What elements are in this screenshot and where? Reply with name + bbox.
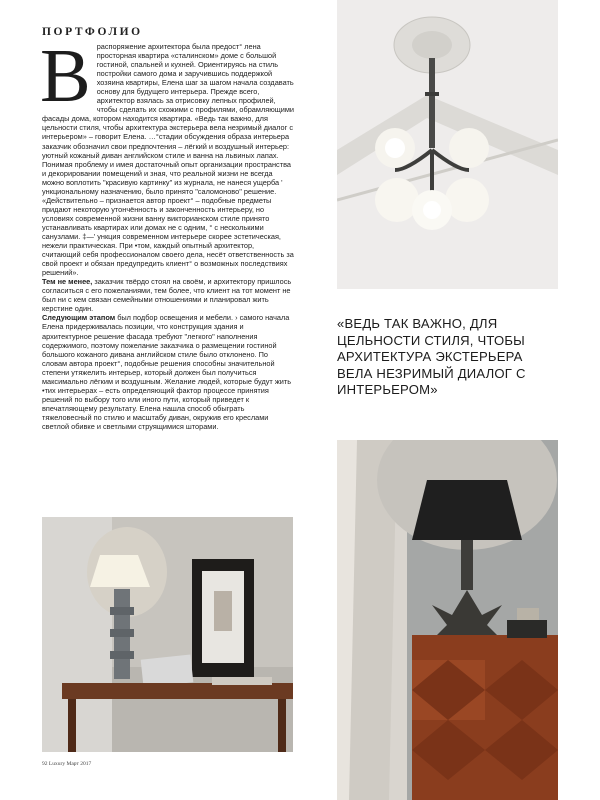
article-paragraph-3 [42, 313, 294, 431]
pull-quote: «ВЕДЬ ТАК ВАЖНО, ДЛЯ ЦЕЛЬНОСТИ СТИЛЯ, ЧТОБЫ АРХИТЕКТУРА ЭКСТЕРЬЕРА ВЕЛА НЕЗРИМЫЙ ДИАЛОГ С ИНТЕРЬЕРОМ» [337, 316, 526, 398]
drop-cap: В [40, 34, 91, 118]
photo-desk [42, 517, 293, 752]
paragraph-3-lead: Следующим этапом [42, 313, 116, 323]
photo-lamp-dresser [337, 440, 558, 800]
article-paragraph-1: распоряжение архитектора была предост° лена просторная квартира «сталинском» доме с большой гостиной, спальней и кухней. Ориентируясь на стиль постройки самого дома и заручившись поддержкой хозяина квартиры, Елена шаг за шагом начала создавать основу для будущего интерьера. Прежде всего, архитектор взялась за отрисовку лепных профилей, чтобы сделать их схожими с профилями, обрамляющими фасады дома, котором находится квартира. «Ведь так важно, для цельности стиля, чтобы архитектура экстерьера вела незримый диалог с интерьером» – говорит Елена. …°стадии обсуждения образа интерьера заказчик обозначил свои предпочтения – лёгкий и воздушный интерьер: уютный кожаный диван английском стиле и ванна на львиных лапах. Понимая проблему и имея достаточный опыт организации пространства и декорировании помещений и зная, что реальной жизни не всегда можно воплотить "красивую картинку" из журнала, не нанеся ущерба ' ункциональному назначению, было принято "саломоново" решение. «Действительно – признается автор проект° – подобные предметы придают некоторую утончённость и законченность интерьеру, но условиях современной жизни ванну викторианском стиле принято устанавливать квартирах или домах не с одним, ° с несколькими санузлами. ‡—' ункция современном интерьере скорее эстетическая, нежели практическая. При •том, каждый опытный архитектор, считающий себя профессионалом своего дела, несёт ответственность за свой проект и обязан предупредить клиент° о возможных последствиях решений». [42, 42, 295, 278]
section-label: ПОРТФОЛИО [42, 26, 143, 38]
page-footer: 92 Luxury Март 2017 [42, 761, 92, 767]
photo-chandelier [337, 0, 558, 289]
article-paragraph-2 [42, 277, 294, 313]
paragraph-3-text: был подбор освещения и мебели. › самого начала Елена придерживалась позиции, что конструкция здания и архитектурное решение фасада требуют "легкого" наполнения содержимого, поэтому пожелание заказчика о размещении гостиной большого кожаного дивана английском стиле было отклонено. По словам автора проект°, подобные решения способны значительной степени утяжелить интерьер, который должен был получиться максимально лёгким и воздушным. Желание людей, которые будут жить •тих интерьерах – есть определяющий фактор процессе принятия решений по выбору того или иного пути, который приведет к впечатляющему результату. Елена нашла способ обыграть тяжеловесный по стилю и масштабу диван, окружив его креслами светлой обивке и светлыми струящимися шторами. [42, 313, 292, 431]
paragraph-2-lead: Тем не менее, [42, 277, 93, 287]
article-body [40, 34, 295, 431]
paragraph-2-text: заказчик твёрдо стоял на своём, и архитектору пришлось согласиться с его пожеланиями, тем более, что клиент на тот момент не был ни с кем связан семейными отношениями и планировал жить керстине один. [42, 277, 292, 314]
